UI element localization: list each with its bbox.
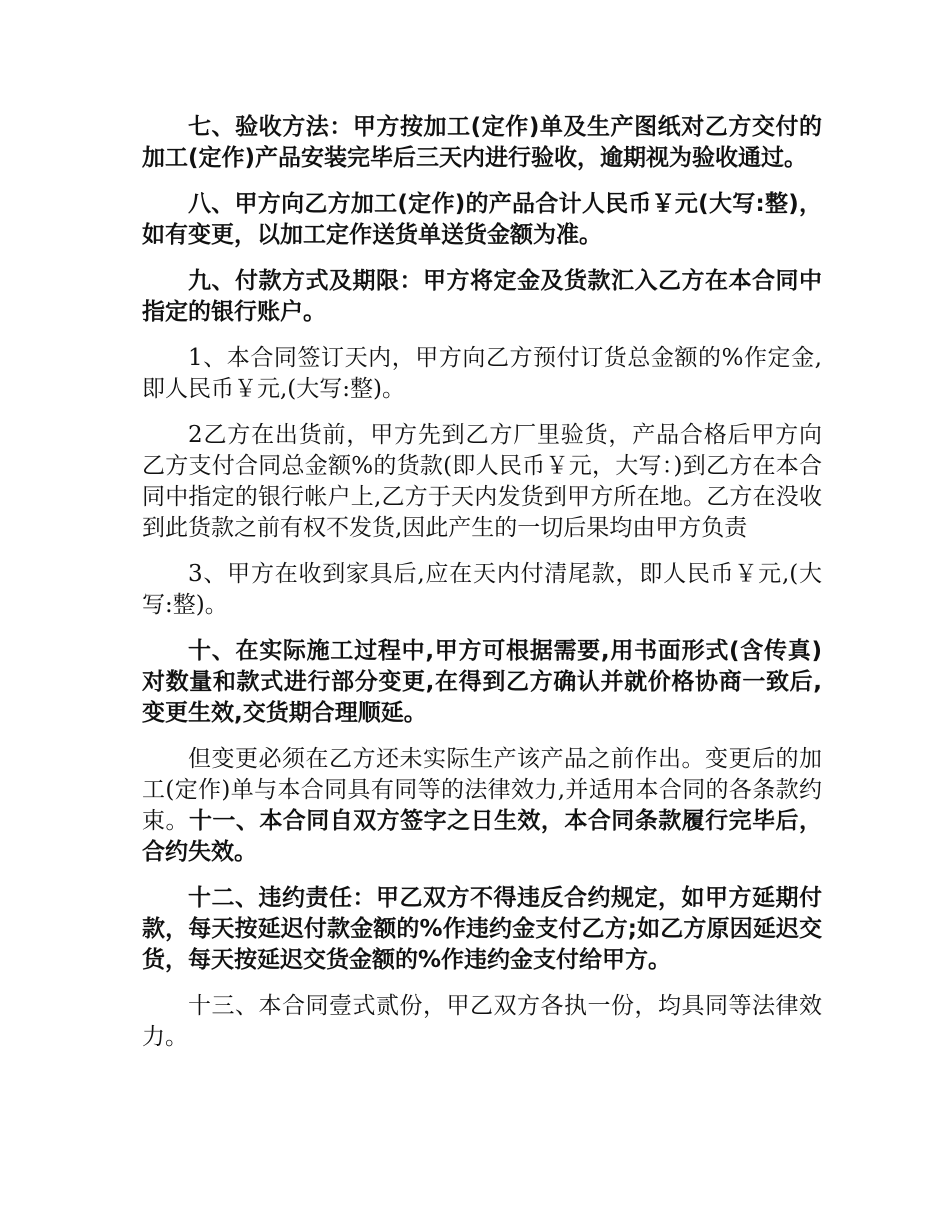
contract-page xyxy=(142,112,822,1068)
change-condition-and-clause-11 xyxy=(142,744,822,868)
change-condition-text: 但变更必须在乙方还未实际生产该产品之前作出。变更后的加工(定作)单与本合同具有同等的法律效力,并适用本合同的各条款约束。 xyxy=(142,746,822,834)
clause-8-amount: 八、甲方向乙方加工(定作)的产品合计人民币￥元(大写:整)，如有变更，以加工定作送货单送货金额为准。 xyxy=(142,191,822,248)
clause-7-acceptance: 七、验收方法：甲方按加工(定作)单及生产图纸对乙方交付的加工(定作)产品安装完毕后三天内进行验收，逾期视为验收通过。 xyxy=(142,114,822,171)
payment-item-2: 2乙方在出货前，甲方先到乙方厂里验货，产品合格后甲方向乙方支付合同总金额%的货款(即人民币￥元，大写：)到乙方在本合同中指定的银行帐户上,乙方于天内发货到甲方所在地。乙方在没收到此货款之前有权不发货,因此产生的一切后果均由甲方负责 xyxy=(142,422,822,541)
clause-9-payment: 九、付款方式及期限：甲方将定金及货款汇入乙方在本合同中指定的银行账户。 xyxy=(142,268,822,325)
payment-item-3: 3、甲方在收到家具后,应在天内付清尾款，即人民币￥元,(大写:整)。 xyxy=(142,561,822,618)
payment-item-1: 1、本合同签订天内，甲方向乙方预付订货总金额的%作定金,即人民币￥元,(大写:整)。 xyxy=(142,345,822,402)
clause-11-effectiveness: 十一、本合同自双方签字之日生效，本合同条款履行完毕后，合约失效。 xyxy=(142,808,823,865)
clause-10-changes: 十、在实际施工过程中,甲方可根据需要,用书面形式(含传真)对数量和款式进行部分变更,在得到乙方确认并就价格协商一致后,变更生效,交货期合理顺延。 xyxy=(142,638,822,726)
clause-12-liability: 十二、违约责任：甲乙双方不得违反合约规定，如甲方延期付款，每天按延迟付款金额的%作违约金支付乙方;如乙方原因延迟交货，每天按延迟交货金额的%作违约金支付给甲方。 xyxy=(142,885,822,973)
clause-13-copies: 十三、本合同壹式贰份，甲乙双方各执一份，均具同等法律效力。 xyxy=(142,993,822,1050)
